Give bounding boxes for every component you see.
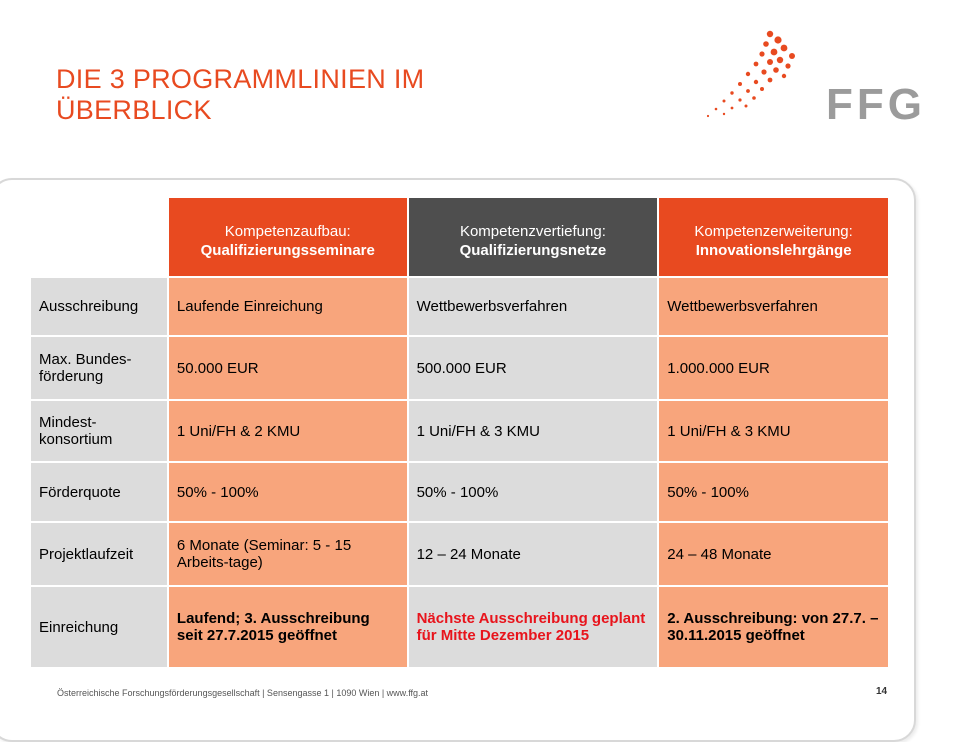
table-cell: 1.000.000 EUR: [659, 337, 888, 401]
ffg-logo-text: FFG: [826, 80, 926, 129]
page-number: 14: [876, 686, 888, 697]
header-line2: Innovationslehrgänge: [695, 242, 852, 259]
header-line2: Qualifizierungsseminare: [200, 242, 375, 259]
table-row: [31, 401, 888, 463]
header-qualifizierungsnetze: [409, 198, 660, 278]
table-cell: 50.000 EUR: [169, 337, 409, 401]
header-line2: Qualifizierungsnetze: [459, 242, 607, 259]
row-label: Förderquote: [31, 463, 169, 523]
table-cell: Laufende Einreichung: [169, 278, 409, 337]
row-label: Ausschreibung: [31, 278, 169, 337]
table-header-empty: [31, 198, 169, 278]
table-cell: 6 Monate (Seminar: 5 - 15 Arbeits-tage): [169, 523, 409, 587]
row-label: Projektlaufzeit: [31, 523, 169, 587]
table-cell-highlight: Nächste Ausschreibung geplant für Mitte Dezember 2015: [409, 587, 660, 669]
table-cell: 24 – 48 Monate: [659, 523, 888, 587]
program-lines-table: [31, 198, 888, 669]
slide-title-line-2: ÜBERBLICK: [56, 95, 212, 125]
table-cell: 12 – 24 Monate: [409, 523, 660, 587]
table-cell: Wettbewerbsverfahren: [409, 278, 660, 337]
header-innovationslehrgaenge: [659, 198, 888, 278]
table-cell: 50% - 100%: [409, 463, 660, 523]
table-cell: 50% - 100%: [169, 463, 409, 523]
header-qualifizierungsseminare: [169, 198, 409, 278]
row-label: Einreichung: [31, 587, 169, 669]
slide-title: [56, 64, 424, 126]
table-header-row: [31, 198, 888, 278]
table-cell: 1 Uni/FH & 3 KMU: [409, 401, 660, 463]
table-cell: 500.000 EUR: [409, 337, 660, 401]
footer-text: Österreichische Forschungsförderungsgesellschaft | Sensengasse 1 | 1090 Wien | www.ffg.at: [57, 688, 429, 698]
table-row: [31, 587, 888, 669]
row-label: Max. Bundes-förderung: [31, 337, 169, 401]
row-label: Mindest-konsortium: [31, 401, 169, 463]
slide-title-line-1: DIE 3 PROGRAMMLINIEN IM: [56, 64, 425, 94]
table-row: [31, 523, 888, 587]
header-line1: Kompetenzerweiterung:: [694, 223, 853, 240]
table-cell: 1 Uni/FH & 3 KMU: [659, 401, 888, 463]
table-cell: 50% - 100%: [659, 463, 888, 523]
table-cell: Wettbewerbsverfahren: [659, 278, 888, 337]
table-cell: Laufend; 3. Ausschreibung seit 27.7.2015 geöffnet: [169, 587, 409, 669]
table-cell: 2. Ausschreibung: von 27.7. – 30.11.2015 geöffnet: [659, 587, 888, 669]
table-row: [31, 278, 888, 337]
table-row: [31, 463, 888, 523]
table-row: [31, 337, 888, 401]
header-line1: Kompetenzaufbau:: [224, 223, 351, 240]
table-cell: 1 Uni/FH & 2 KMU: [169, 401, 409, 463]
header-line1: Kompetenzvertiefung:: [459, 223, 606, 240]
